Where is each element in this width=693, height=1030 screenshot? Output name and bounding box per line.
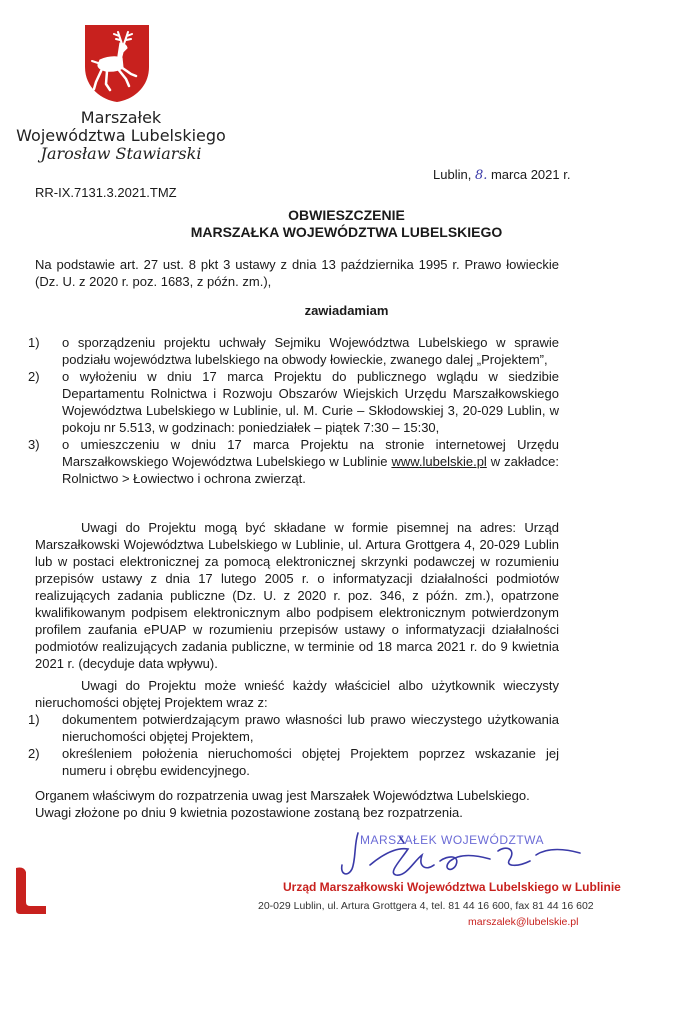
list-item-text: o sporządzeniu projektu uchwały Sejmiku Województwa Lubelskiego w sprawie podziału województwa lubelskiego na obwody łowieckie, zwanego dalej „Projektem”, — [62, 335, 559, 367]
place-city: Lublin, — [433, 167, 472, 182]
website-link[interactable]: www.lubelskie.pl — [391, 454, 487, 469]
date-day: 8. — [474, 168, 488, 183]
list-item-number: 1) — [28, 335, 40, 350]
list-item-number: 2) — [28, 369, 40, 384]
reference-number: RR-IX.7131.3.2021.TMZ — [35, 185, 177, 200]
list-item — [28, 711, 559, 745]
document-subtitle: MARSZAŁKA WOJEWÓDZTWA LUBELSKIEGO — [190, 224, 503, 240]
official-stamp: MARSZAŁEK WOJEWÓDZTWA — [360, 833, 545, 847]
list-item — [28, 436, 559, 487]
footer-office-name: Urząd Marszałkowski Województwa Lubelskiego w Lublinie — [283, 880, 621, 894]
owner-paragraph: Uwagi do Projektu może wnieść każdy właściciel albo użytkownik wieczysty nieruchomości objętej Projektem wraz z: — [35, 678, 559, 710]
list-item — [28, 334, 559, 368]
list-item-text: dokumentem potwierdzającym prawo własności lub prawo wieczystego użytkowania nieruchomości objętej Projektem, — [62, 712, 559, 744]
notify-heading: zawiadamiam — [304, 303, 389, 318]
document-title: OBWIESZCZENIE — [288, 207, 405, 223]
list-item-text: o wyłożeniu w dniu 17 marca Projektu do publicznego wglądu w siedzibie Departamentu Rolnictwa i Rozwoju Obszarów Wiejskich Urzędu Marszałkowskiego Województwa Lubelskiego w Lublinie, ul. M. Curie – Skłodowskiej 3, 20-029 Lublin, w pokoju nr 5.513, w godzinach: poniedziałek – piątek 7:30 – 15:30, — [62, 369, 559, 435]
lubelskie-l-logo-icon — [14, 866, 48, 916]
marshal-name: Jarosław Stawiarski — [40, 144, 202, 163]
notification-list — [28, 334, 559, 487]
office-title-line-2: Województwa Lubelskiego — [16, 126, 226, 145]
remarks-paragraph: Uwagi do Projektu mogą być składane w formie pisemnej na adres: Urząd Marszałkowski Województwa Lubelskiego w Lublinie, ul. Artura Grottgera 4, 20-029 Lublin lub w postaci elektronicznej za pomocą elektronicznej skrzynki podawczej w rozumieniu przepisów ustawy z dnia 17 lutego 2005 r. o informatyzacji działalności podmiotów realizujących zadania publiczne (Dz. U. z 2020 r. poz. 346, z późn. zm.), opatrzone kwalifikowanym podpisem elektronicznym albo podpisem elektronicznym potwierdzonym profilem zaufania ePUAP w rozumieniu przepisów ustawy o informatyzacji działalności podmiotów realizujących zadania publiczne, w terminie od 18 marca 2021 r. do 9 kwietnia 2021 r. (decyduje data wpływu). — [35, 520, 559, 671]
list-item-text-after: w zakładce: Rolnictwo > Łowiectwo i ochrona zwierząt. — [62, 454, 559, 486]
date-rest: marca 2021 r. — [490, 167, 571, 182]
office-title-line-1: Marszałek — [80, 108, 162, 127]
list-item-number: 1) — [28, 712, 40, 727]
list-item-number: 3) — [28, 437, 40, 452]
list-item-text: określeniem położenia nieruchomości objętej Projektem poprzez wskazanie jej numeru i obrębu ewidencyjnego. — [62, 746, 559, 778]
lublin-coat-of-arms-icon — [82, 22, 152, 104]
closing-line-1: Organem właściwym do rozpatrzenia uwag jest Marszałek Województwa Lubelskiego. — [35, 788, 530, 803]
owner-requirements-list — [28, 711, 559, 779]
footer-address: 20-029 Lublin, ul. Artura Grottgera 4, tel. 81 44 16 600, fax 81 44 16 602 — [258, 900, 594, 912]
place-date — [433, 166, 570, 184]
list-item-text: o umieszczeniu w dniu 17 marca Projektu na stronie internetowej Urzędu Marszałkowskiego Województwa Lubelskiego w Lublinie — [62, 437, 559, 469]
list-item — [28, 368, 559, 436]
list-item-number: 2) — [28, 746, 40, 761]
footer-email[interactable]: marszalek@lubelskie.pl — [468, 916, 579, 928]
list-item — [28, 745, 559, 779]
closing-line-2: Uwagi złożone po dniu 9 kwietnia pozostawione zostaną bez rozpatrzenia. — [35, 805, 463, 820]
intro-paragraph: Na podstawie art. 27 ust. 8 pkt 3 ustawy z dnia 13 października 1995 r. Prawo łowieckie (Dz. U. z 2020 r. poz. 1683, z późn. zm.), — [35, 257, 559, 289]
